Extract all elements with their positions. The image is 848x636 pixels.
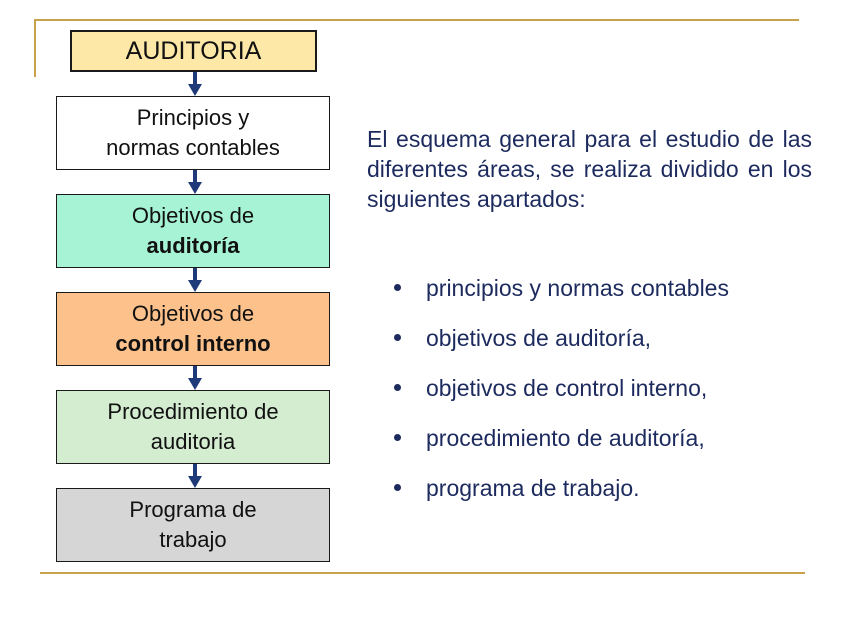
bottom-rule <box>40 572 805 574</box>
objetivos-auditoria-line1: Objetivos de <box>131 203 255 228</box>
list-item-text: programa de trabajo. <box>426 475 640 501</box>
bullet-icon <box>394 384 401 391</box>
bullet-icon <box>394 434 401 441</box>
arrow-down-icon <box>188 464 202 488</box>
list-item <box>390 420 729 470</box>
procedimiento-box <box>56 390 330 464</box>
programa-line2: trabajo <box>159 527 227 552</box>
objetivos-control-line2: control interno <box>115 331 271 356</box>
procedimiento-line2: auditoria <box>150 429 236 454</box>
list-item-text: principios y normas contables <box>426 275 729 301</box>
list-item-text: procedimiento de auditoría, <box>426 425 705 451</box>
principios-line2: normas contables <box>106 135 280 160</box>
programa-line1: Programa de <box>129 497 257 522</box>
bullet-icon <box>394 334 401 341</box>
objetivos-control-box <box>56 292 330 366</box>
bullet-icon <box>394 484 401 491</box>
list-item-text: objetivos de control interno, <box>426 375 708 401</box>
list-item <box>390 270 729 320</box>
intro-text: El esquema general para el estudio de las diferentes áreas, se realiza dividido en los siguientes apartados: <box>367 126 812 212</box>
list-item <box>390 470 729 520</box>
objetivos-auditoria-line2: auditoría <box>146 233 240 258</box>
principios-box <box>56 96 330 170</box>
arrow-down-icon <box>188 72 202 96</box>
auditoria-box <box>70 30 317 72</box>
objetivos-control-line1: Objetivos de <box>131 301 255 326</box>
apartados-list <box>390 270 729 520</box>
principios-line1: Principios y <box>136 105 250 130</box>
programa-box <box>56 488 330 562</box>
top-rule <box>34 19 799 21</box>
arrow-down-icon <box>188 268 202 292</box>
arrow-down-icon <box>188 366 202 390</box>
auditoria-title: AUDITORIA <box>125 37 262 65</box>
left-rule <box>34 19 36 77</box>
list-item <box>390 320 729 370</box>
arrow-down-icon <box>188 170 202 194</box>
bullet-icon <box>394 284 401 291</box>
objetivos-auditoria-box <box>56 194 330 268</box>
procedimiento-line1: Procedimiento de <box>107 399 279 424</box>
list-item <box>390 370 729 420</box>
list-item-text: objetivos de auditoría, <box>426 325 652 351</box>
